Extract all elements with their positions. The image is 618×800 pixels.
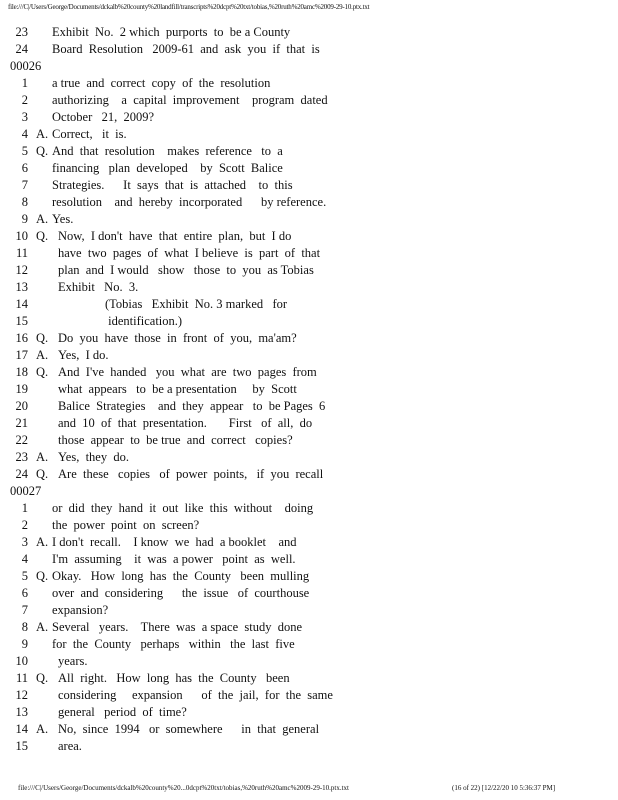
transcript-line: [10, 313, 610, 330]
line-number: 9: [21, 637, 28, 651]
line-text: for the County perhaps within the last five: [52, 637, 295, 651]
transcript-line: [10, 364, 610, 381]
line-number: 5: [21, 569, 28, 583]
transcript-line: [10, 109, 610, 126]
transcript-line: [10, 636, 610, 653]
line-number: 17: [15, 348, 28, 362]
file-path-header: file:///C|/Users/George/Documents/dckalb%20county%20landfill/transcripts%20dcpt%20txt/tobias,%20ruth%20amc%2009-29-10.ptx.txt: [8, 3, 370, 11]
line-text: Okay. How long has the County been mulling: [52, 569, 310, 583]
line-text: Do you have those in front of you, ma'am?: [58, 331, 297, 345]
page-info-footer: (16 of 22) [12/22/20 10 5:36:37 PM]: [452, 784, 556, 792]
line-text: Yes.: [52, 212, 74, 226]
transcript-line: [10, 211, 610, 228]
speaker-label: A.: [36, 127, 49, 141]
transcript-line: [10, 75, 610, 92]
transcript-line: [10, 262, 610, 279]
transcript-line: [10, 449, 610, 466]
line-number: 23: [15, 25, 28, 39]
speaker-label: Q.: [36, 671, 49, 685]
line-text: the power point on screen?: [52, 518, 200, 532]
transcript-line: [10, 466, 610, 483]
transcript-line: [10, 41, 610, 58]
line-number: 24: [15, 467, 28, 481]
line-number: 13: [15, 705, 28, 719]
transcript-line: [10, 279, 610, 296]
line-number: 20: [15, 399, 28, 413]
line-text: All right. How long has the County been: [58, 671, 290, 685]
line-number: 10: [15, 229, 28, 243]
transcript-line: [10, 534, 610, 551]
line-text: over and considering the issue of courthouse: [52, 586, 310, 600]
speaker-label: Q.: [36, 569, 49, 583]
line-number: 14: [15, 297, 28, 311]
line-text: Correct, it is.: [52, 127, 127, 141]
line-text: Balice Strategies and they appear to be Pages 6: [58, 399, 326, 413]
line-text: have two pages of what I believe is part of that: [58, 246, 321, 260]
line-number: 4: [21, 552, 28, 566]
line-number: 11: [15, 246, 28, 260]
line-text: No, since 1994 or somewhere in that general: [58, 722, 320, 736]
transcript-line: [10, 721, 610, 738]
transcript-line: [10, 194, 610, 211]
line-text: years.: [58, 654, 88, 668]
line-text: financing plan developed by Scott Balice: [52, 161, 283, 175]
transcript-line: [10, 568, 610, 585]
line-number: 3: [21, 110, 28, 124]
transcript-line: [10, 24, 610, 41]
line-text: Strategies. It says that is attached to this: [52, 178, 293, 192]
line-number: 18: [15, 365, 28, 379]
speaker-label: Q.: [36, 229, 49, 243]
speaker-label: A.: [36, 212, 49, 226]
line-number: 6: [21, 586, 28, 600]
line-number: 21: [15, 416, 28, 430]
line-number: 24: [15, 42, 28, 56]
line-text: Board Resolution 2009-61 and ask you if that is: [52, 42, 320, 56]
transcript-line: [10, 92, 610, 109]
line-text: resolution and hereby incorporated by reference.: [52, 195, 327, 209]
line-text: expansion?: [52, 603, 109, 617]
transcript-line: [10, 160, 610, 177]
line-number: 8: [21, 620, 28, 634]
transcript-body: [10, 24, 610, 755]
line-number: 8: [21, 195, 28, 209]
speaker-label: A.: [36, 450, 49, 464]
line-text: or did they hand it out like this without doing: [52, 501, 314, 515]
transcript-line: [10, 500, 610, 517]
speaker-label: Q.: [36, 144, 49, 158]
line-text: October 21, 2009?: [52, 110, 155, 124]
line-text: And that resolution makes reference to a: [52, 144, 283, 158]
transcript-line: [10, 398, 610, 415]
transcript-line: [10, 551, 610, 568]
page-marker: 00026: [10, 59, 42, 73]
line-number: 7: [21, 603, 28, 617]
line-number: 12: [15, 263, 28, 277]
speaker-label: Q.: [36, 365, 49, 379]
line-number: 6: [21, 161, 28, 175]
transcript-line: [10, 126, 610, 143]
line-number: 14: [15, 722, 28, 736]
speaker-label: Q.: [36, 467, 49, 481]
transcript-line: [10, 602, 610, 619]
line-number: 4: [21, 127, 28, 141]
line-number: 9: [21, 212, 28, 226]
line-number: 23: [15, 450, 28, 464]
transcript-line: [10, 670, 610, 687]
line-text: what appears to be a presentation by Scott: [58, 382, 297, 396]
line-number: 10: [15, 654, 28, 668]
transcript-line: [10, 619, 610, 636]
line-text: a true and correct copy of the resolution: [52, 76, 271, 90]
line-number: 11: [15, 671, 28, 685]
line-text: I'm assuming it was a power point as well.: [52, 552, 296, 566]
line-number: 13: [15, 280, 28, 294]
line-text: Now, I don't have that entire plan, but I do: [58, 229, 292, 243]
transcript-line: [10, 228, 610, 245]
speaker-label: A.: [36, 722, 49, 736]
line-number: 15: [15, 739, 28, 753]
line-text: Yes, they do.: [58, 450, 129, 464]
line-text: (Tobias Exhibit No. 3 marked for: [105, 297, 288, 311]
line-number: 1: [21, 501, 28, 515]
speaker-label: A.: [36, 348, 49, 362]
line-text: area.: [58, 739, 82, 753]
transcript-line: [10, 653, 610, 670]
transcript-line: [10, 415, 610, 432]
transcript-line: [10, 432, 610, 449]
file-path-footer: file:///C|/Users/George/Documents/dckalb%20county%20...0dcpt%20txt/tobias,%20ruth%20amc%2009-29-10.ptx.txt: [18, 784, 349, 792]
line-text: I don't recall. I know we had a booklet and: [52, 535, 297, 549]
transcript-line: [10, 245, 610, 262]
transcript-line: [10, 347, 610, 364]
line-number: 3: [21, 535, 28, 549]
speaker-label: A.: [36, 620, 49, 634]
transcript-line: [10, 177, 610, 194]
line-text: Are these copies of power points, if you recall: [58, 467, 324, 481]
line-text: Exhibit No. 3.: [58, 280, 139, 294]
line-number: 1: [21, 76, 28, 90]
line-text: plan and I would show those to you as Tobias: [58, 263, 314, 277]
line-text: considering expansion of the jail, for the same: [58, 688, 333, 702]
page-marker: 00027: [10, 484, 42, 498]
transcript-line: [10, 330, 610, 347]
transcript-line: [10, 704, 610, 721]
transcript-line: [10, 296, 610, 313]
line-text: Exhibit No. 2 which purports to be a County: [52, 25, 291, 39]
line-number: 7: [21, 178, 28, 192]
line-text: those appear to be true and correct copies?: [58, 433, 293, 447]
transcript-line: [10, 687, 610, 704]
transcript-line: [10, 143, 610, 160]
line-text: And I've handed you what are two pages from: [58, 365, 317, 379]
line-number: 19: [15, 382, 28, 396]
line-text: and 10 of that presentation. First of all, do: [58, 416, 313, 430]
speaker-label: A.: [36, 535, 49, 549]
line-number: 22: [15, 433, 28, 447]
transcript-line: [10, 517, 610, 534]
transcript-line: [10, 738, 610, 755]
line-number: 12: [15, 688, 28, 702]
line-number: 2: [21, 93, 28, 107]
speaker-label: Q.: [36, 331, 49, 345]
transcript-line: [10, 381, 610, 398]
line-number: 5: [21, 144, 28, 158]
line-text: Several years. There was a space study done: [52, 620, 303, 634]
line-text: Yes, I do.: [58, 348, 109, 362]
line-number: 16: [15, 331, 28, 345]
line-text: general period of time?: [58, 705, 187, 719]
line-number: 2: [21, 518, 28, 532]
line-number: 15: [15, 314, 28, 328]
transcript-line: [10, 585, 610, 602]
line-text: authorizing a capital improvement program dated: [52, 93, 328, 107]
line-text: identification.): [105, 314, 183, 328]
